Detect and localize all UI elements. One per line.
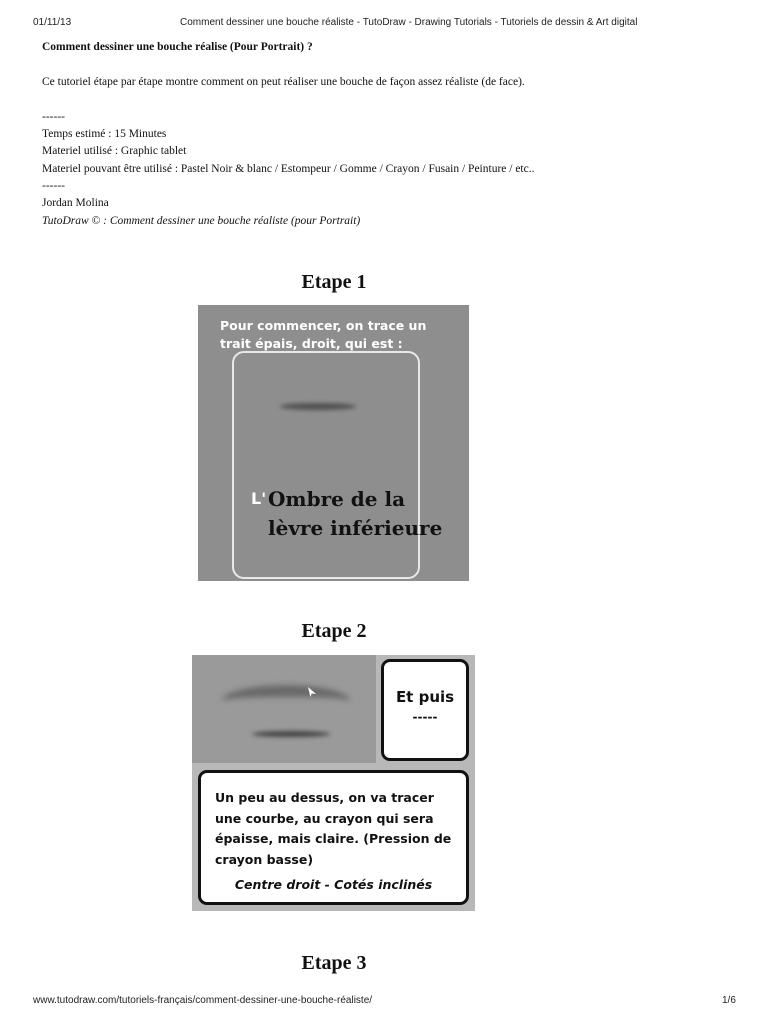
step-1-caption: Pour commencer, on trace un trait épais, droit, qui est : [220,318,427,351]
material-used: Materiel utilisé : Graphic tablet [42,145,187,157]
article-heading: Comment dessiner une bouche réalise (Pour Portrait) ? [42,41,313,53]
step-2-text-box [198,770,469,905]
article-intro: Ce tutoriel étape par étape montre comment on peut réaliser une bouche de façon assez réaliste (de face). [42,76,525,88]
separator-bottom: ------ [42,180,65,192]
lower-lip-shadow-stroke [280,403,356,410]
step-2-sketch [192,655,376,763]
lower-lip-shadow-stroke [252,731,330,737]
step-3-title: Etape 3 [301,952,367,974]
upper-lip-curve-stroke [222,685,350,717]
page-number: 1/6 [722,995,736,1006]
step-2-callout-title: Et puis [395,688,455,706]
step-1-frame [232,351,420,579]
print-page-title: Comment dessiner une bouche réaliste - TutoDraw - Drawing Tutorials - Tutoriels de dessin & Art digital [180,17,638,28]
print-date: 01/11/13 [33,17,72,28]
step-2-title: Etape 2 [301,620,367,642]
step-2-image [192,655,475,911]
print-url: www.tutodraw.com/tutoriels-français/comment-dessiner-une-bouche-réaliste/ [33,995,373,1006]
material-possible: Materiel pouvant être utilisé : Pastel Noir & blanc / Estompeur / Gomme / Crayon / Fusain / Peinture / etc.. [42,163,535,175]
step-1-label: Ombre de la lèvre inférieure [268,487,443,540]
estimated-time: Temps estimé : 15 Minutes [42,128,167,140]
step-2-text: Un peu au dessus, on va tracer une courbe, au crayon qui sera épaisse, mais claire. (Pression de crayon basse) [215,790,452,867]
author: Jordan Molina [42,197,109,209]
step-1-title: Etape 1 [301,271,367,293]
step-1-image [198,305,469,581]
step-2-callout-box [381,659,469,761]
step-2-callout-dashes: ----- [412,710,438,724]
separator-top: ------ [42,111,65,123]
step-2-subtext: Centre droit - Cotés inclinés [234,877,433,892]
credit-line: TutoDraw © : Comment dessiner une bouche réaliste (pour Portrait) [42,215,361,227]
step-1-label-prefix: L' [251,489,267,508]
